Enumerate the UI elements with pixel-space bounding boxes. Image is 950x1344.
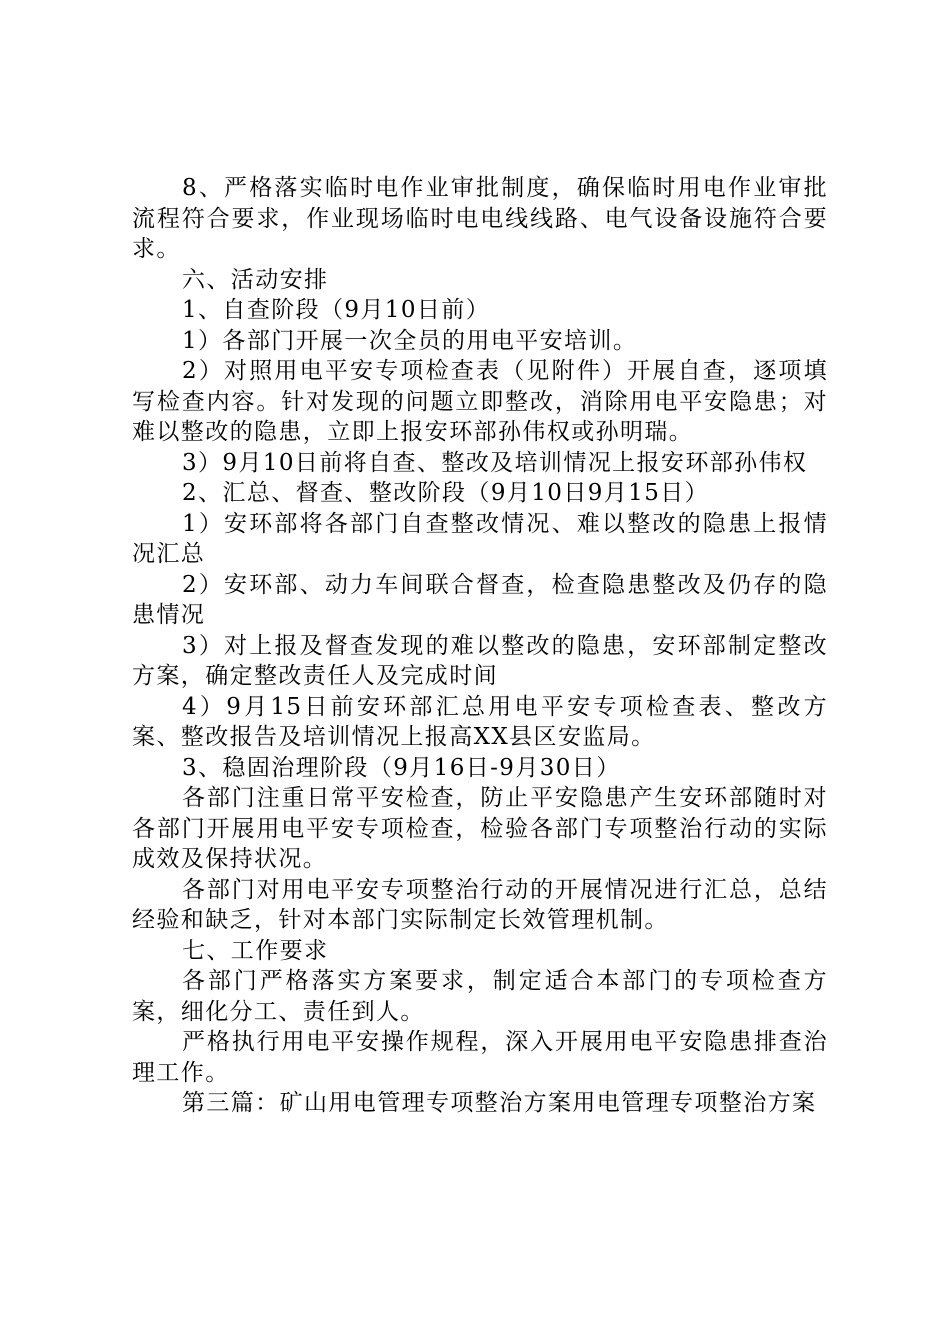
paragraph-self-check-2: 2）对照用电平安专项检查表（见附件）开展自查，逐项填写检查内容。针对发现的问题立即整改，消除用电平安隐患；对难以整改的隐患，立即上报安环部孙伟权或孙明瑞。 xyxy=(132,358,828,445)
stage-heading-self-check: 1、自查阶段（9月10日前） xyxy=(182,297,491,323)
paragraph-summary-1: 1）安环部将各部门自查整改情况、难以整改的隐患上报情况汇总 xyxy=(132,510,828,567)
paragraph-summary-3: 3）对上报及督查发现的难以整改的隐患，安环部制定整改方案，确定整改责任人及完成时间 xyxy=(132,632,828,689)
document-body xyxy=(132,173,828,1119)
stage-heading-consolidation: 3、稳固治理阶段（9月16日-9月30日） xyxy=(182,754,621,781)
section-heading-work-requirements: 七、工作要求 xyxy=(182,937,329,964)
paragraph-consolidation-2: 各部门对用电平安专项整治行动的开展情况进行汇总，总结经验和缺乏，针对本部门实际制定长效管理机制。 xyxy=(132,876,828,933)
paragraph-consolidation-1: 各部门注重日常平安检查，防止平安隐患产生安环部随时对各部门开展用电平安专项检查，检验各部门专项整治行动的实际成效及保持状况。 xyxy=(132,785,828,872)
paragraph-third-article-title: 第三篇：矿山用电管理专项整治方案用电管理专项整治方案 xyxy=(182,1090,817,1116)
paragraph-requirements-2: 严格执行用电平安操作规程，深入开展用电平安隐患排查治理工作。 xyxy=(132,1029,828,1086)
paragraph-self-check-3: 3）9月10日前将自查、整改及培训情况上报安环部孙伟权 xyxy=(182,449,808,476)
paragraph-summary-2: 2）安环部、动力车间联合督查，检查隐患整改及仍存的隐患情况 xyxy=(132,571,828,628)
paragraph-self-check-1: 1）各部门开展一次全员的用电平安培训。 xyxy=(182,327,638,354)
paragraph-summary-4: 4）9月15日前安环部汇总用电平安专项检查表、整改方案、整改报告及培训情况上报高XX县区安监局。 xyxy=(132,693,828,750)
paragraph-requirements-1: 各部门严格落实方案要求，制定适合本部门的专项检查方案，细化分工、责任到人。 xyxy=(132,968,828,1025)
paragraph-item-8-temp-electric: 8、严格落实临时电作业审批制度，确保临时用电作业审批流程符合要求，作业现场临时电电线线路、电气设备设施符合要求。 xyxy=(132,175,828,262)
stage-heading-summary-inspection: 2、汇总、督查、整改阶段（9月10日9月15日） xyxy=(182,480,710,506)
section-heading-activity-schedule: 六、活动安排 xyxy=(182,266,329,293)
